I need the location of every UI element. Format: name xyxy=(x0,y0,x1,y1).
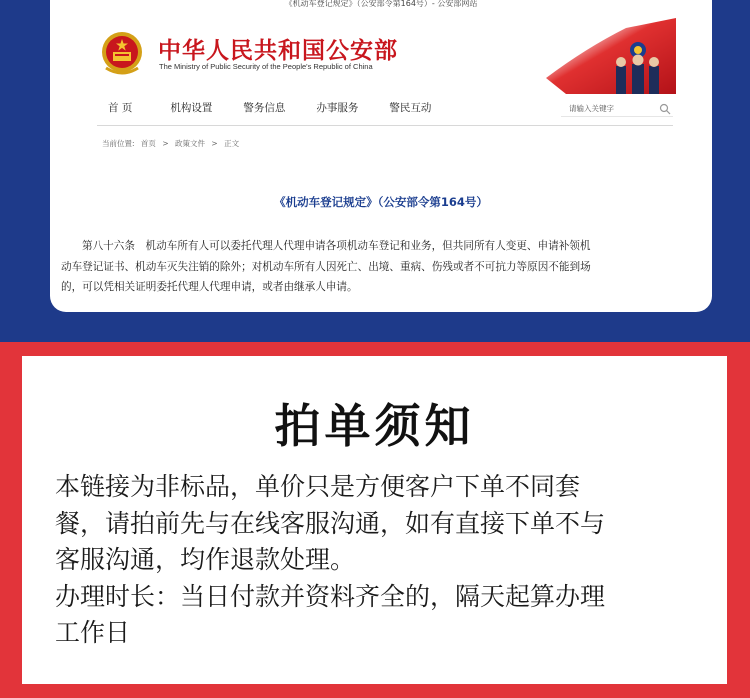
nav-item-home[interactable]: 首 页 xyxy=(108,102,133,114)
document-line: 第八十六条 机动车所有人可以委托代理人代理申请各项机动车登记和业务，但共同所有人变更、申请补领机 xyxy=(82,240,591,252)
webpage-screenshot xyxy=(50,0,712,312)
breadcrumb-policy[interactable]: 政策文件 xyxy=(175,139,205,148)
breadcrumb-separator: > xyxy=(211,139,218,148)
search-icon[interactable] xyxy=(659,103,671,115)
breadcrumb-current: 正文 xyxy=(224,139,240,148)
nav-item-organization[interactable]: 机构设置 xyxy=(170,102,213,114)
document-line: 动车登记证书、机动车灭失注销的除外；对机动车所有人因死亡、出境、重病、伤残或者不可抗力等原因不能到场 xyxy=(61,260,591,273)
main-nav xyxy=(97,90,673,126)
site-title: 中华人民共和国公安部 xyxy=(158,37,398,64)
notice-line: 客服沟通，均作退款处理。 xyxy=(55,545,356,574)
document-body xyxy=(61,236,691,298)
notice-body xyxy=(55,469,705,652)
breadcrumb-home[interactable]: 首页 xyxy=(140,139,156,148)
notice-line: 办理时长：当日付款并资料齐全的，隔天起算办理 xyxy=(55,581,606,611)
nav-item-interaction[interactable]: 警民互动 xyxy=(389,102,432,114)
search-box[interactable] xyxy=(561,101,673,117)
notice-line: 本链接为非标品，单价只是方便客户下单不同套 xyxy=(55,472,581,501)
nav-item-police-info[interactable]: 警务信息 xyxy=(243,102,286,114)
nav-item-services[interactable]: 办事服务 xyxy=(316,102,359,114)
notice-line: 工作日 xyxy=(55,618,131,647)
notice-title: 拍单须知 xyxy=(274,399,475,453)
top-blue-band xyxy=(0,0,750,342)
national-emblem-icon xyxy=(100,30,144,76)
breadcrumb-separator: > xyxy=(162,139,169,148)
police-banner-image xyxy=(546,18,676,94)
notice-line: 餐，请拍前先与在线客服沟通，如有直接下单不与 xyxy=(55,508,606,538)
document-title: 《机动车登记规定》（公安部令第164号） xyxy=(274,195,488,209)
site-header xyxy=(50,8,712,90)
breadcrumb xyxy=(102,138,243,149)
order-notice-panel xyxy=(22,356,727,684)
site-subtitle: The Ministry of Public Security of the People's Republic of China xyxy=(159,62,373,71)
document-line: 的，可以凭相关证明委托代理人代理申请，或者由继承人申请。 xyxy=(61,281,358,293)
breadcrumb-label: 当前位置: xyxy=(102,139,135,148)
search-input[interactable]: 请输入关键字 xyxy=(569,104,614,113)
page-url-strip: 《机动车登记规定》（公安部令第164号）- 公安部网站 xyxy=(284,0,478,8)
